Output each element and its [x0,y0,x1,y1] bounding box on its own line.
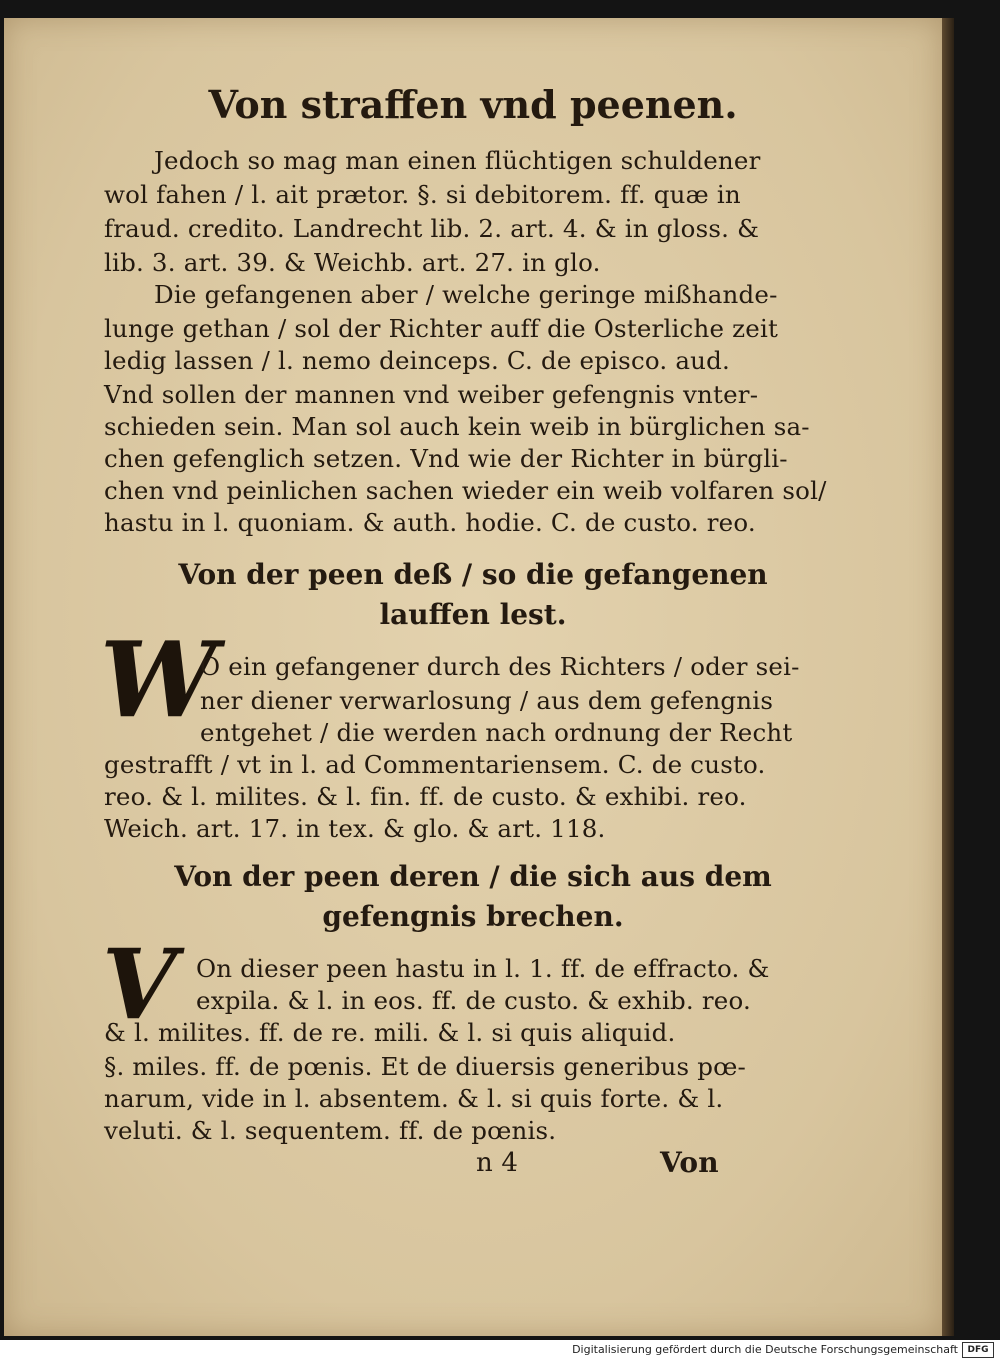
text-line: lunge gethan / sol der Richter auff die Osterliche zeit [104,314,779,343]
section-heading-line: Von der peen deren / die sich aus dem [174,860,772,893]
text-line: fraud. credito. Landrecht lib. 2. art. 4. & in gloss. & [104,214,760,243]
signature-mark: n 4 [476,1148,519,1178]
running-head: Von straffen vnd peenen. [208,82,738,127]
text-line: entgehet / die werden nach ordnung der Recht [200,718,793,747]
text-line: chen vnd peinlichen sachen wieder ein weib volfaren sol/ [104,476,827,505]
text-line: & l. milites. ff. de re. mili. & l. si quis aliquid. [104,1018,676,1047]
book-page [4,18,942,1336]
decorated-initial: W [100,618,217,741]
text-line: schieden sein. Man sol auch kein weib in bürglichen sa- [104,412,810,441]
section-heading-line: gefengnis brechen. [322,900,624,933]
text-line: expila. & l. in eos. ff. de custo. & exhib. reo. [196,986,751,1015]
section-heading-line: Von der peen deß / so die gefangenen [178,558,768,591]
text-line: Jedoch so mag man einen flüchtigen schuldener [154,146,761,175]
text-line: hastu in l. quoniam. & auth. hodie. C. de custo. reo. [104,508,756,537]
catchword: Von [660,1146,719,1179]
text-line: ledig lassen / l. nemo deinceps. C. de episco. aud. [104,346,731,375]
text-line: On dieser peen hastu in l. 1. ff. de effracto. & [196,954,770,983]
section-heading-line: lauffen lest. [379,598,567,631]
page-gutter [942,18,954,1336]
text-line: Die gefangenen aber / welche geringe mißhande- [154,280,778,309]
text-line: reo. & l. milites. & l. fin. ff. de custo. & exhibi. reo. [104,782,747,811]
dfg-logo: DFG [962,1342,994,1358]
text-line: gestrafft / vt in l. ad Commentariensem. C. de custo. [104,750,766,779]
decorated-initial: V [102,928,177,1041]
text-line: ner diener verwarlosung / aus dem gefengnis [200,686,774,715]
text-line: chen gefenglich setzen. Vnd wie der Richter in bürgli- [104,444,788,473]
text-line: Weich. art. 17. in tex. & glo. & art. 118. [104,814,606,843]
text-line: wol fahen / l. ait prætor. §. si debitorem. ff. quæ in [104,180,741,209]
text-line: Vnd sollen der mannen vnd weiber gefengnis vnter- [104,380,759,409]
text-line: veluti. & l. sequentem. ff. de pœnis. [104,1116,557,1145]
funding-credit: Digitalisierung gefördert durch die Deutsche Forschungsgemeinschaft [572,1343,958,1356]
text-line: narum, vide in l. absentem. & l. si quis forte. & l. [104,1084,724,1113]
text-line: lib. 3. art. 39. & Weichb. art. 27. in glo. [104,248,601,277]
text-line: O ein gefangener durch des Richters / oder sei- [200,652,800,681]
text-line: §. miles. ff. de pœnis. Et de diuersis generibus pœ- [104,1052,747,1081]
